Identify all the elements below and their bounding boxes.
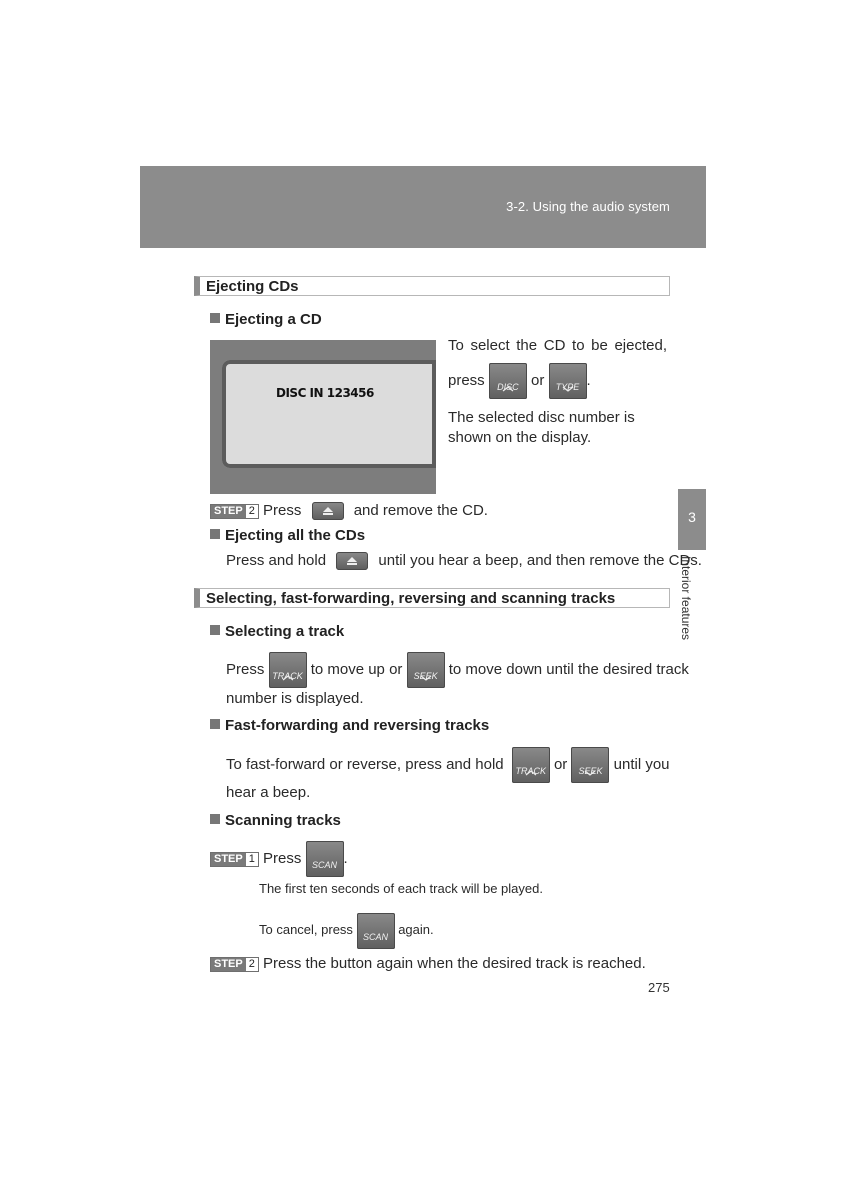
subheading-ff-rev: Fast-forwarding and reversing tracks <box>210 717 489 734</box>
subheading-eject-cd: Ejecting a CD <box>210 311 322 328</box>
step-2-badge: STEP 2 <box>210 504 259 519</box>
seek-down-button[interactable]: SEEK <box>407 652 445 688</box>
ff-rev-line-2: hear a beep. <box>226 784 311 801</box>
subheading-select-track: Selecting a track <box>210 623 344 640</box>
step1-note: The selected disc number is shown on the display. <box>448 409 635 446</box>
scan-step2-line: STEP 2 Press the button again when the desired track is reached. <box>210 954 646 974</box>
chapter-label: Interior features <box>679 556 693 641</box>
display-screen <box>222 360 436 468</box>
seek-down-button[interactable]: SEEK <box>571 747 609 783</box>
chevron-down-icon <box>420 675 432 681</box>
section-heading-text: Selecting, fast-forwarding, reversing and scanning tracks <box>206 590 616 607</box>
select-track-line: Press TRACK to move up or SEEK to move down until the desired track <box>226 651 689 689</box>
chapter-tab: 3 <box>678 489 706 550</box>
scan-button[interactable]: SCAN <box>357 913 395 949</box>
square-bullet-icon <box>210 313 220 323</box>
eject-icon <box>347 557 357 565</box>
square-bullet-icon <box>210 814 220 824</box>
scan-button[interactable]: SCAN <box>306 841 344 877</box>
track-up-button[interactable]: TRACK <box>269 652 307 688</box>
disc-up-button[interactable]: DISC <box>489 363 527 399</box>
eject-all-text: Press and hold until you hear a beep, and then remove the CDs. <box>226 552 702 569</box>
step1-press-line: press DISC or TYPE . <box>448 362 591 400</box>
section-heading-text: Ejecting CDs <box>206 278 299 295</box>
square-bullet-icon <box>210 625 220 635</box>
select-track-line-2: number is displayed. <box>226 690 364 707</box>
eject-button[interactable] <box>312 502 344 520</box>
section-heading-tracks <box>194 588 670 608</box>
eject-icon <box>323 507 333 515</box>
square-bullet-icon <box>210 529 220 539</box>
chevron-up-icon <box>525 770 537 776</box>
scan-note: The first ten seconds of each track will be played. <box>259 881 543 896</box>
chevron-up-icon <box>282 675 294 681</box>
header-band <box>140 166 706 248</box>
chevron-down-icon <box>562 386 574 392</box>
scan-step1-line: STEP 1 Press SCAN . <box>210 840 348 878</box>
square-bullet-icon <box>210 719 220 729</box>
chevron-up-icon <box>502 386 514 392</box>
cd-display-image <box>210 340 436 494</box>
subheading-scan: Scanning tracks <box>210 812 341 829</box>
display-readout: DISC IN 123456 <box>276 386 374 400</box>
step2-line: STEP 2 Press and remove the CD. <box>210 499 488 523</box>
subheading-eject-all: Ejecting all the CDs <box>210 527 365 544</box>
scan-cancel-line: To cancel, press SCAN again. <box>259 911 434 949</box>
step1-instruction: To select the CD to be ejected, <box>448 337 667 354</box>
eject-button[interactable] <box>336 552 368 570</box>
page-number: 275 <box>648 980 670 995</box>
section-title: 3-2. Using the audio system <box>506 199 670 214</box>
type-down-button[interactable]: TYPE <box>549 363 587 399</box>
step-2-badge: STEP 2 <box>210 957 259 972</box>
step-1-badge: STEP 1 <box>210 852 259 867</box>
section-heading-ejecting <box>194 276 670 296</box>
chevron-down-icon <box>584 770 596 776</box>
track-up-button[interactable]: TRACK <box>512 747 550 783</box>
ff-rev-line: To fast-forward or reverse, press and hold TRACK or SEEK until you <box>226 746 670 784</box>
